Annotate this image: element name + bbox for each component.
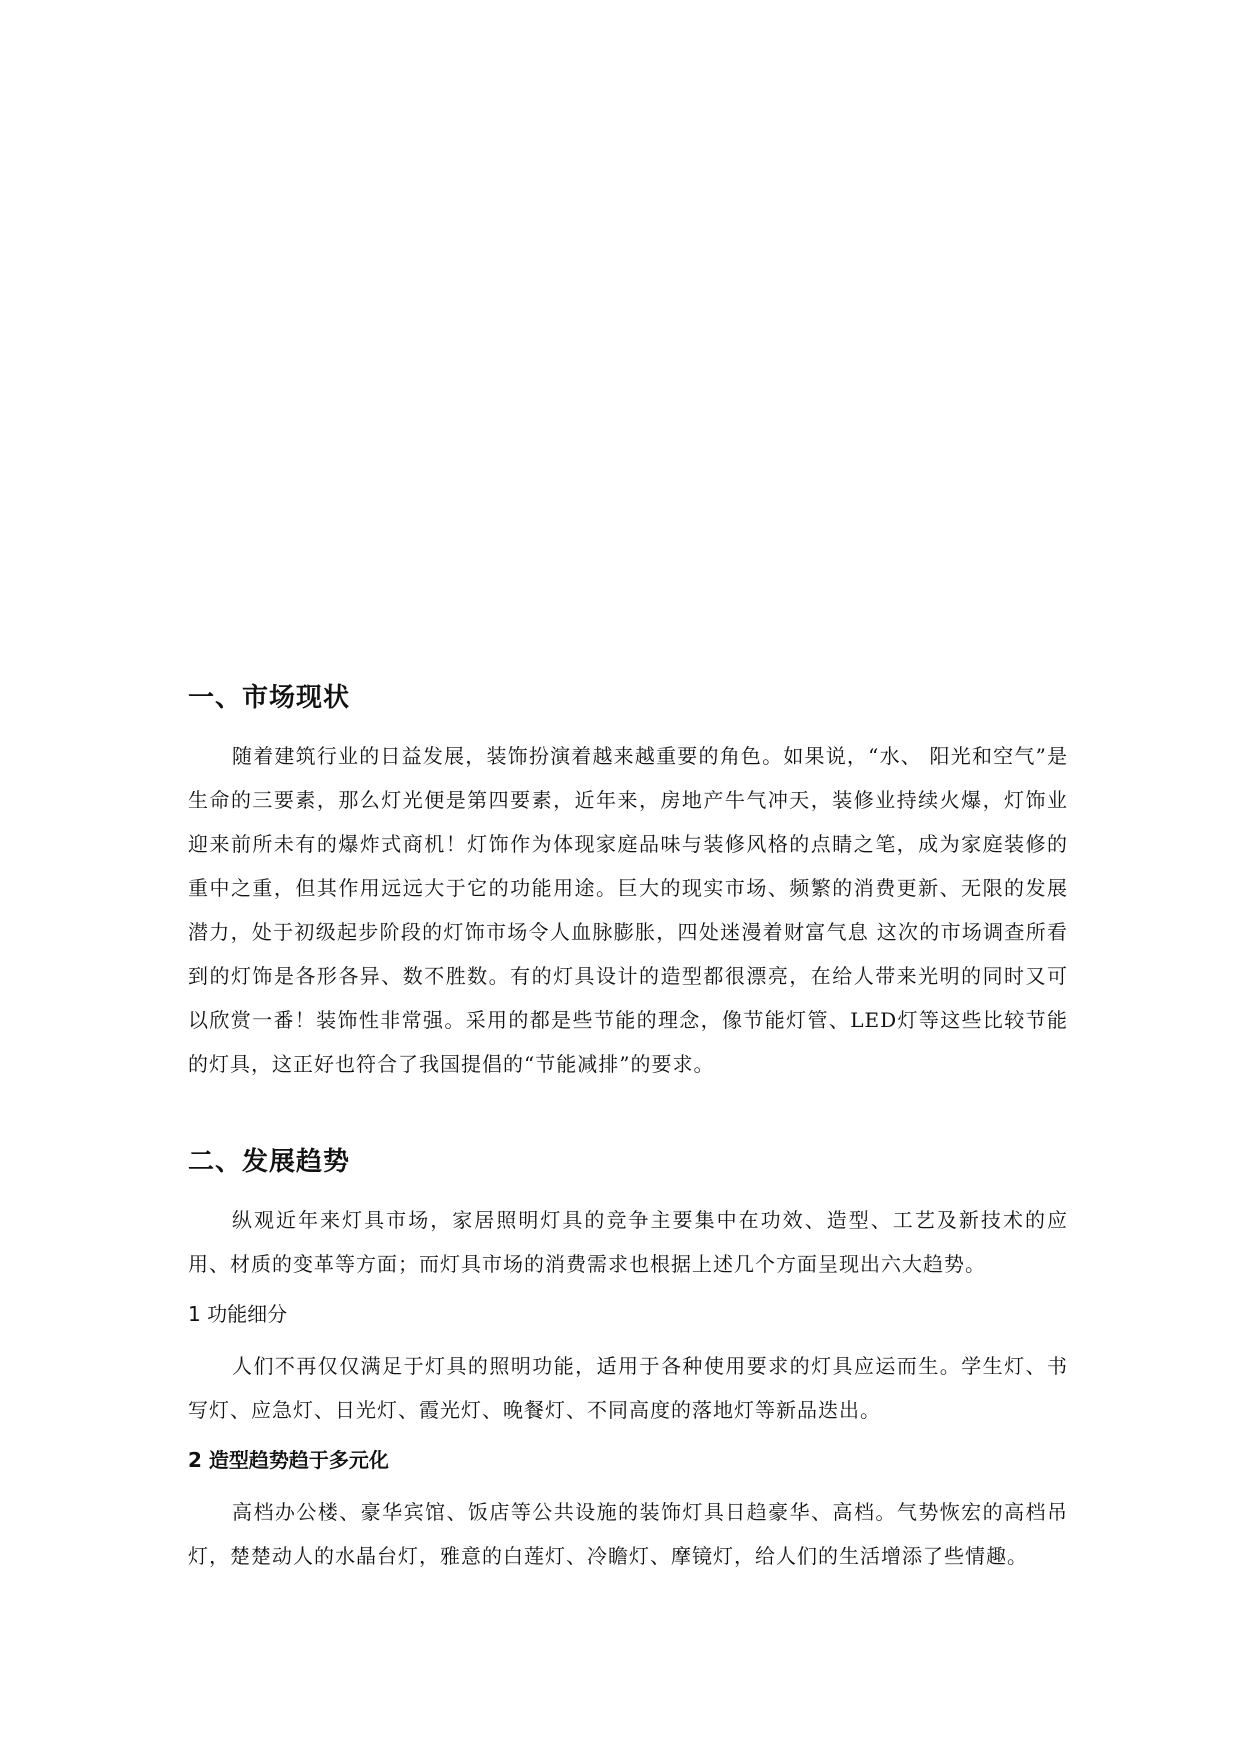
subsection-heading-styling: 2 造型趋势趋于多元化 [188, 1448, 389, 1472]
market-status-paragraph: 随着建筑行业的日益发展，装饰扮演着越来越重要的角色。如果说，“水、 阳光和空气”是生命的三要素，那么灯光便是第四要素，近年来，房地产牛气冲天，装修业持续火爆，灯饰业迎来前所未有的爆炸式商机！灯饰作为体现家庭品味与装修风格的点睛之笔，成为家庭装修的重中之重，但其作用远远大于它的功能用途。巨大的现实市场、频繁的消费更新、无限的发展潜力，处于初级起步阶段的灯饰市场令人血脉膨胀，四处迷漫着财富气息 这次的市场调查所看到的灯饰是各形各异、数不胜数。有的灯具设计的造型都很漂亮，在给人带来光明的同时又可以欣赏一番！装饰性非常强。采用的都是些节能的理念，像节能灯管、LED灯等这些比较节能的灯具，这正好也符合了我国提倡的“节能减排”的要求。 [188, 744, 1068, 1076]
section-spacer [188, 1086, 1068, 1144]
subsection-heading-function: 1 功能细分 [188, 1302, 288, 1326]
development-trends-paragraph: 纵观近年来灯具市场，家居照明灯具的竞争主要集中在功效、造型、工艺及新技术的应用、材质的变革等方面；而灯具市场的消费需求也根据上述几个方面呈现出六大趋势。 [188, 1208, 1068, 1276]
document-body [188, 680, 1068, 1578]
function-paragraph: 人们不再仅仅满足于灯具的照明功能，适用于各种使用要求的灯具应运而生。学生灯、书写灯、应急灯、日光灯、霞光灯、晚餐灯、不同高度的落地灯等新品迭出。 [188, 1354, 1068, 1422]
section-heading-development-trends: 二、发展趋势 [188, 1147, 351, 1177]
styling-paragraph: 高档办公楼、豪华宾馆、饭店等公共设施的装饰灯具日趋豪华、高档。气势恢宏的高档吊灯，楚楚动人的水晶台灯，雅意的白莲灯、冷瞻灯、摩镜灯，给人们的生活增添了些情趣。 [188, 1500, 1068, 1568]
section-heading-market-status: 一、市场现状 [188, 683, 351, 713]
